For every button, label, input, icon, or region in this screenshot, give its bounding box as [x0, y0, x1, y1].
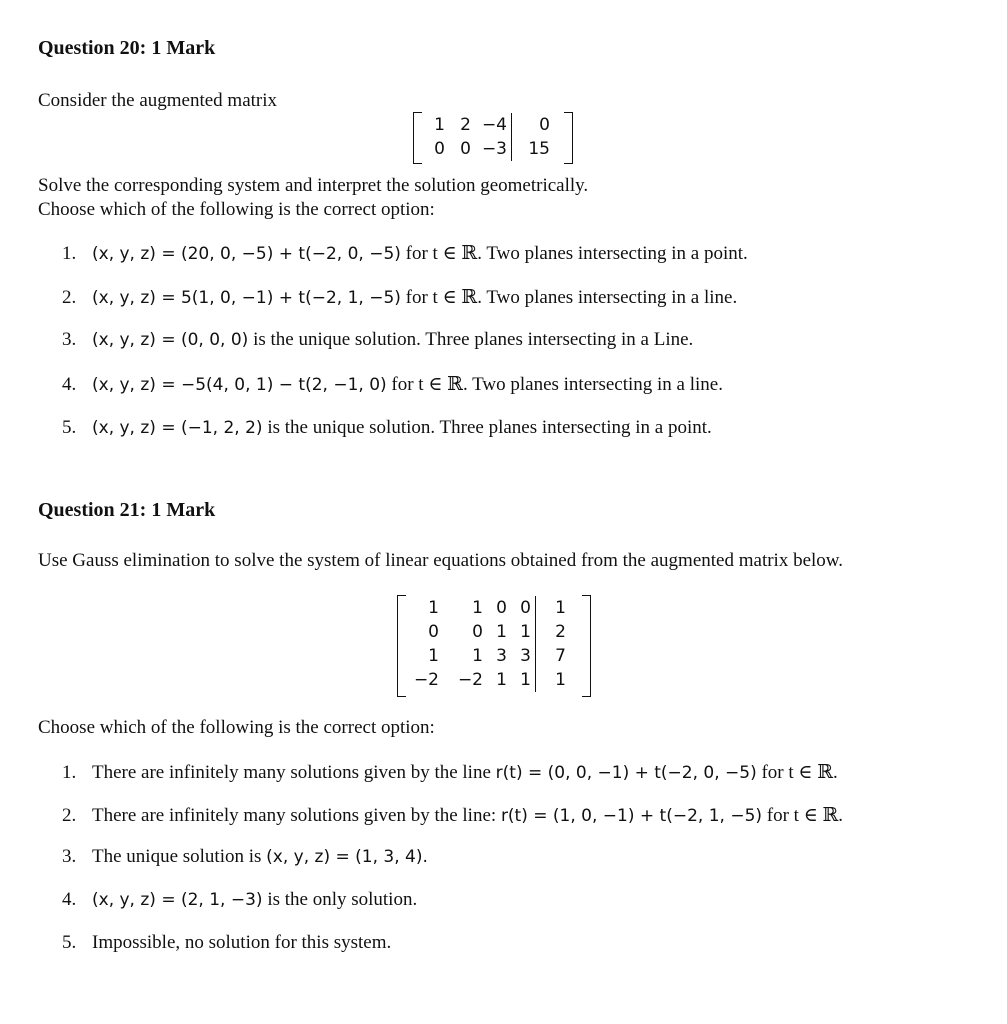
matrix-augmented-cell: 15	[511, 137, 555, 161]
matrix-body	[407, 596, 571, 692]
option-text: is the unique solution. Three planes intersecting in a point.	[262, 417, 712, 438]
question-21-option-4[interactable]	[62, 889, 417, 911]
option-math: (x, y, z) = −5(4, 0, 1) − t(2, −1, 0)	[92, 375, 387, 395]
option-text: There are infinitely many solutions given by the line	[92, 762, 496, 783]
question-20-instruction-2: Choose which of the following is the correct option:	[38, 199, 435, 220]
matrix-left-bracket	[397, 595, 406, 697]
question-21-option-3[interactable]	[62, 846, 428, 868]
option-math: (x, y, z) = (20, 0, −5) + t(−2, 0, −5)	[92, 244, 401, 264]
question-20-option-3[interactable]	[62, 329, 693, 351]
option-text: Impossible, no solution for this system.	[92, 932, 392, 953]
question-20-option-1[interactable]	[62, 242, 748, 265]
option-text: for t ∈ ℝ. Two planes intersecting in a point.	[400, 243, 748, 264]
option-number: 1.	[62, 243, 77, 264]
matrix-cell: 1	[520, 670, 531, 690]
matrix-cell: 2	[460, 115, 471, 135]
matrix-cell: 1	[472, 646, 483, 666]
matrix-cell: 1	[496, 622, 507, 642]
question-20-option-4[interactable]	[62, 373, 723, 396]
option-math: r(t) = (0, 0, −1) + t(−2, 0, −5)	[495, 763, 757, 783]
option-math: (x, y, z) = 5(1, 0, −1) + t(−2, 1, −5)	[92, 288, 401, 308]
matrix-cell: −4	[481, 115, 507, 135]
option-text: The unique solution is	[92, 846, 267, 867]
matrix-cell: 3	[520, 646, 531, 666]
matrix-cell: 3	[496, 646, 507, 666]
matrix-body	[423, 113, 555, 161]
matrix-cell: 1	[520, 622, 531, 642]
matrix-augmented-cell: 1	[535, 596, 571, 620]
question-20-instruction-1: Solve the corresponding system and interpret the solution geometrically.	[38, 175, 589, 196]
option-text: for t ∈ ℝ. Two planes intersecting in a line.	[386, 374, 723, 395]
matrix-augmented-cell: 7	[535, 644, 571, 668]
matrix-cell: 0	[434, 139, 445, 159]
question-21-option-5[interactable]	[62, 932, 391, 954]
matrix-cell: 1	[428, 598, 439, 618]
option-number: 2.	[62, 805, 77, 826]
option-math: (x, y, z) = (2, 1, −3)	[92, 890, 263, 910]
matrix-cell: 1	[428, 646, 439, 666]
option-text: There are infinitely many solutions given by the line:	[92, 805, 501, 826]
option-number: 4.	[62, 374, 77, 395]
matrix-right-bracket	[582, 595, 591, 697]
option-number: 1.	[62, 762, 77, 783]
option-text: for t ∈ ℝ.	[756, 762, 838, 783]
matrix-cell: 1	[434, 115, 445, 135]
question-21-option-1[interactable]	[62, 761, 838, 784]
question-21-heading: Question 21: 1 Mark	[38, 499, 216, 521]
question-20-intro: Consider the augmented matrix	[38, 90, 278, 111]
matrix-cell: 1	[472, 598, 483, 618]
option-math: (x, y, z) = (0, 0, 0)	[92, 330, 249, 350]
matrix-right-bracket	[564, 112, 573, 164]
matrix-augmented-cell: 2	[535, 620, 571, 644]
option-number: 5.	[62, 932, 77, 953]
option-number: 3.	[62, 846, 77, 867]
option-text: for t ∈ ℝ.	[762, 805, 844, 826]
option-number: 4.	[62, 889, 77, 910]
question-21-instruction: Choose which of the following is the correct option:	[38, 717, 435, 738]
option-math: (x, y, z) = (1, 3, 4).	[266, 847, 428, 867]
matrix-left-bracket	[413, 112, 422, 164]
matrix-cell: 0	[460, 139, 471, 159]
option-text: for t ∈ ℝ. Two planes intersecting in a line.	[400, 287, 738, 308]
question-21-intro: Use Gauss elimination to solve the system of linear equations obtained from the augmented matrix below.	[38, 550, 844, 571]
matrix-cell: 0	[472, 622, 483, 642]
matrix-augmented-cell: 1	[535, 668, 571, 692]
option-number: 3.	[62, 329, 77, 350]
question-20-heading: Question 20: 1 Mark	[38, 37, 216, 59]
matrix-cell: 0	[520, 598, 531, 618]
matrix-cell: −2	[457, 670, 483, 690]
question-21-option-2[interactable]	[62, 804, 843, 827]
matrix-cell: 0	[428, 622, 439, 642]
matrix-cell: 0	[496, 598, 507, 618]
matrix-cell: −2	[413, 670, 439, 690]
matrix-augmented-cell: 0	[511, 113, 555, 137]
question-20-option-5[interactable]	[62, 417, 712, 439]
matrix-cell: 1	[496, 670, 507, 690]
option-number: 5.	[62, 417, 77, 438]
option-math: (x, y, z) = (−1, 2, 2)	[92, 418, 263, 438]
option-text: is the only solution.	[262, 889, 418, 910]
option-number: 2.	[62, 287, 77, 308]
question-20-option-2[interactable]	[62, 286, 737, 309]
matrix-cell: −3	[481, 139, 507, 159]
option-math: r(t) = (1, 0, −1) + t(−2, 1, −5)	[500, 806, 763, 826]
option-text: is the unique solution. Three planes intersecting in a Line.	[248, 329, 694, 350]
